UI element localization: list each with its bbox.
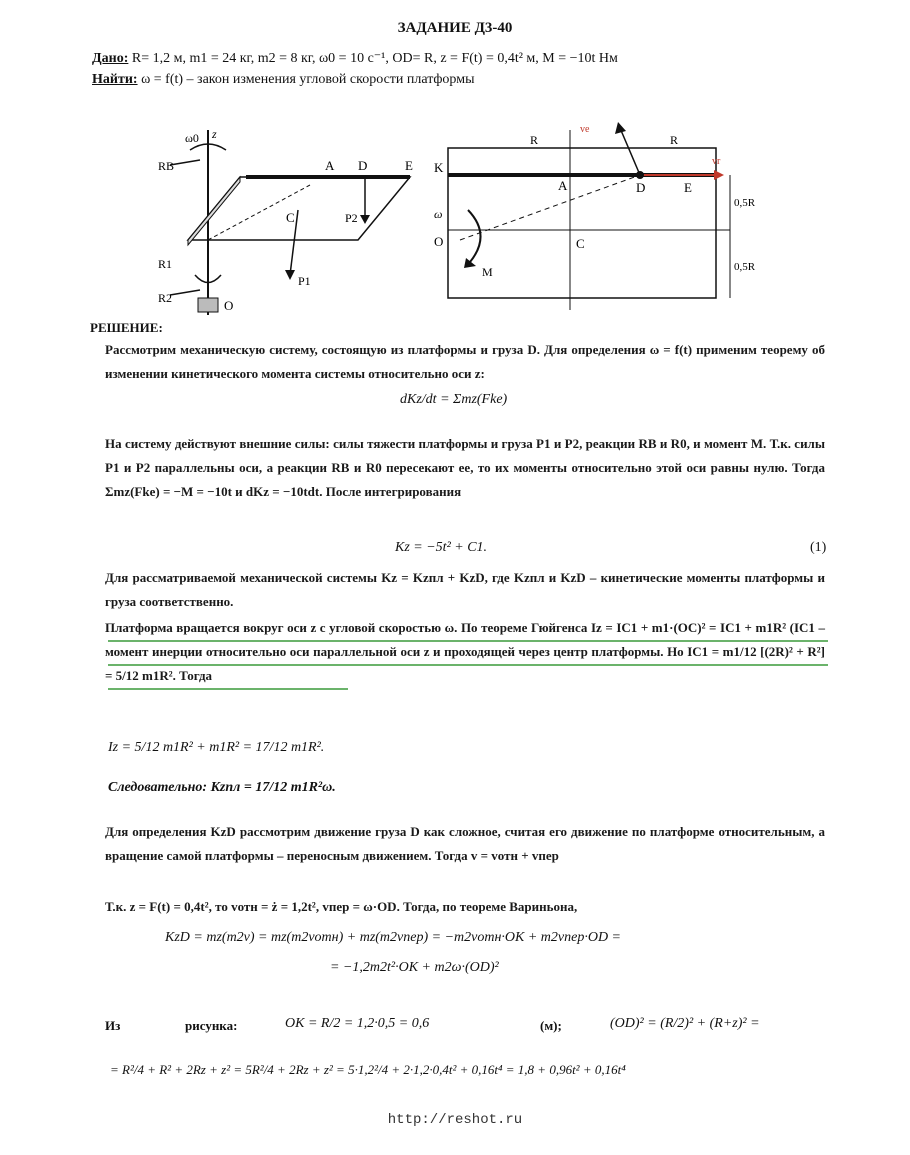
label-a: A bbox=[558, 178, 568, 193]
highlight-underline-1 bbox=[108, 640, 828, 642]
label-e: E bbox=[405, 158, 413, 173]
r-top-label: R bbox=[530, 133, 539, 147]
vr-label: vr bbox=[712, 156, 721, 167]
rb-label: RB bbox=[158, 159, 175, 173]
p1-label: P1 bbox=[298, 274, 311, 288]
z-axis-label: z bbox=[212, 127, 217, 141]
label-c: C bbox=[576, 236, 585, 251]
r0-vector bbox=[170, 290, 200, 295]
given-label: Дано: bbox=[92, 51, 129, 66]
units-m: (м); bbox=[540, 1018, 562, 1033]
formula-6: = −1,2m2t²·OK + m2ω·(OD)² bbox=[330, 960, 499, 975]
od-squared-formula: (OD)² = (R/2)² + (R+z)² = bbox=[610, 1016, 760, 1031]
solution-paragraph-1: Рассмотрим механическую систему, состоящую из платформы и груза D. Для определения ω = f(t) применим теорему об изменении кинетического момента системы относительно оси z: bbox=[105, 342, 825, 381]
r1-label: R1 bbox=[158, 257, 173, 271]
given-line bbox=[92, 50, 618, 67]
p1-arrow bbox=[285, 270, 295, 280]
label-a: A bbox=[325, 158, 335, 173]
rb-vector bbox=[170, 160, 200, 165]
bearing-o bbox=[198, 298, 218, 312]
task-title: ЗАДАНИЕ Д3-40 bbox=[397, 20, 513, 36]
label-o: O bbox=[434, 234, 444, 249]
figure-ref-word-2: рисунка: bbox=[185, 1018, 238, 1033]
p2-label: P2 bbox=[345, 211, 358, 225]
formula-2: Kz = −5t² + C1. bbox=[395, 540, 488, 555]
label-c: C bbox=[286, 210, 295, 225]
formula-7: = R²/4 + R² + 2Rz + z² = 5R²/4 + 2Rz + z² = 5·1,2²/4 + 2·1,2·0,4t² + 0,16t⁴ = 1,8 + 0,96t² + 0,16t⁴ bbox=[110, 1062, 626, 1077]
figure-right-diagram bbox=[430, 110, 760, 320]
formula-4: Следовательно: Kzпл = 17/12 m1R²ω. bbox=[108, 780, 336, 795]
find-text: ω = f(t) – закон изменения угловой скорости платформы bbox=[141, 72, 475, 87]
formula-1: dKz/dt = Σmz(Fke) bbox=[400, 392, 508, 407]
given-text: R= 1,2 м, m1 = 24 кг, m2 = 8 кг, ω0 = 10 с⁻¹, OD= R, z = F(t) = 0,4t² м, M = −10t Нм bbox=[131, 51, 618, 66]
moment-m-label: M bbox=[482, 265, 493, 279]
ve-vector bbox=[620, 128, 640, 175]
figure-left-diagram bbox=[150, 120, 430, 320]
find-label: Найти: bbox=[92, 72, 138, 87]
label-e: E bbox=[684, 180, 692, 195]
highlight-underline-2 bbox=[108, 664, 828, 666]
point-d bbox=[636, 171, 644, 179]
solution-paragraph-5: Для определения KzD рассмотрим движение груза D как сложное, считая его движение по платформе относительным, а вращение самой платформы – переносным движением. Тогда v = vотн + vпер bbox=[105, 824, 825, 863]
label-o: O bbox=[224, 298, 234, 313]
ve-label: ve bbox=[580, 124, 590, 135]
omega0-label: ω0 bbox=[185, 131, 199, 145]
solution-paragraph-4: Платформа вращается вокруг оси z с угловой скоростью ω. По теореме Гюйгенса Iz = IC1 + m1·(OC)² = IC1 + m1R² (IC1 – момент инерции относительно оси параллельной оси z и проходящей через центр платформы. Но IC1 = m1/12 [(2R)² + R²] = 5/12 m1R². Тогда bbox=[105, 620, 825, 683]
formula-2-number: (1) bbox=[810, 540, 827, 555]
platform-edge bbox=[188, 177, 240, 245]
moment-m-arrowhead bbox=[464, 258, 476, 268]
solution-heading: РЕШЕНИЕ: bbox=[90, 320, 163, 335]
formula-5: KzD = mz(m2v) = mz(m2vотн) + mz(m2vпер) = −m2vотн·OK + m2vпер·OD = bbox=[165, 930, 622, 945]
find-line bbox=[92, 72, 474, 88]
highlight-underline-3 bbox=[108, 688, 348, 690]
p2-arrow bbox=[360, 215, 370, 224]
ok-formula: OK = R/2 = 1,2·0,5 = 0,6 bbox=[285, 1016, 430, 1031]
figure-ref-word-1: Из bbox=[105, 1018, 121, 1033]
label-d: D bbox=[358, 158, 368, 173]
r2-label: R2 bbox=[158, 291, 173, 305]
footer-url[interactable]: http://reshot.ru bbox=[387, 1112, 523, 1128]
solution-paragraph-2: На систему действуют внешние силы: силы тяжести платформы и груза P1 и P2, реакции RB и R0, и момент M. Т.к. силы P1 и P2 параллельны оси, а реакции RB и R0 пересекают ее, то их моменты относительно этой оси равны нулю. Тогда Σmz(Fke) = −M = −10t и dKz = −10tdt. После интегрирования bbox=[105, 436, 825, 499]
ve-arrowhead bbox=[615, 122, 626, 134]
formula-3: Iz = 5/12 m1R² + m1R² = 17/12 m1R². bbox=[108, 740, 325, 755]
vr-arrowhead bbox=[714, 170, 724, 180]
r-top2-label: R bbox=[670, 133, 679, 147]
platform-top bbox=[188, 177, 410, 240]
omega-label: ω bbox=[434, 207, 443, 221]
solution-paragraph-3: Для рассматриваемой механической системы Kz = Kzпл + KzD, где Kzпл и KzD – кинетические моменты платформы и груза соответственно. bbox=[105, 570, 825, 609]
dim2-label: 0,5R bbox=[734, 261, 756, 273]
label-k: K bbox=[434, 160, 444, 175]
label-d: D bbox=[636, 180, 646, 195]
dim1-label: 0,5R bbox=[734, 197, 756, 209]
solution-paragraph-6: Т.к. z = F(t) = 0,4t², то vотн = ż = 1,2t², vпер = ω·OD. Тогда, по теореме Вариньона, bbox=[105, 899, 578, 914]
